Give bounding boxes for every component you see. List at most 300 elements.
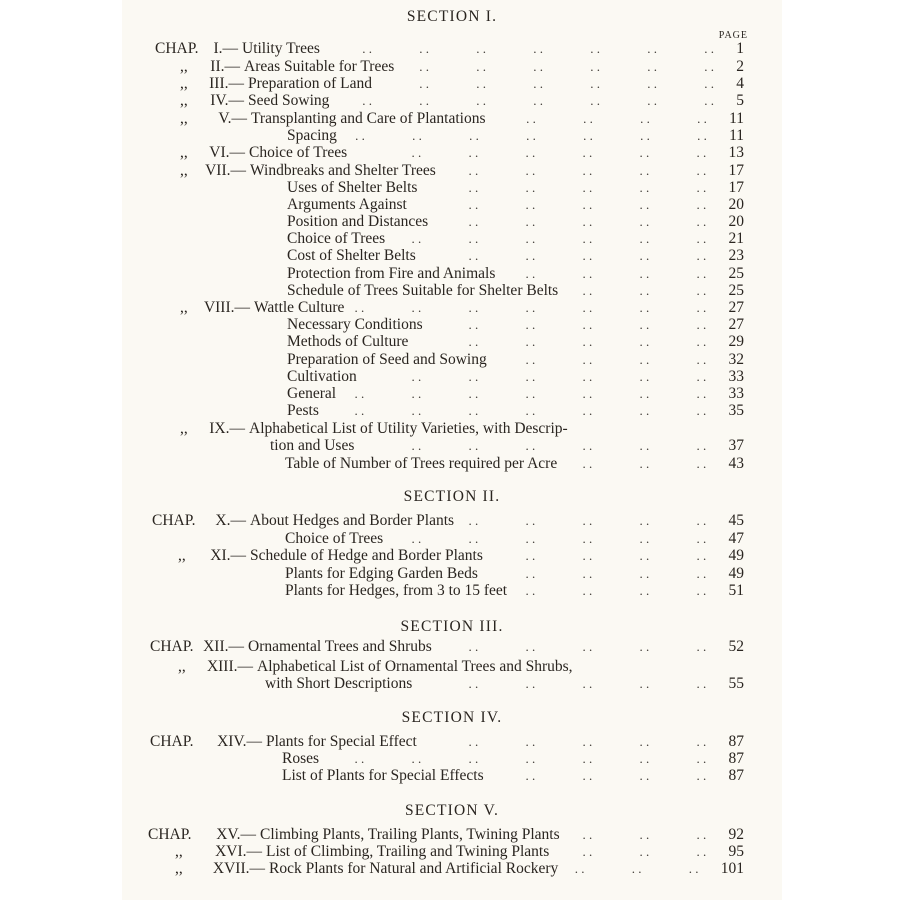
- dot-leader: . .: [582, 531, 593, 546]
- chapter-prefix: ,,: [180, 299, 188, 316]
- dot-leader: . .: [696, 163, 707, 178]
- page-number: 52: [728, 638, 744, 655]
- chapter-prefix: ,,: [175, 843, 183, 860]
- toc-entry: [122, 826, 782, 844]
- dot-leader: . .: [639, 334, 650, 349]
- section-heading: SECTION II.: [403, 488, 501, 505]
- chapter-prefix: ,,: [180, 144, 188, 161]
- dot-leader: . .: [639, 566, 650, 581]
- entry-title: Spacing: [287, 127, 337, 144]
- dot-leader: . .: [469, 128, 479, 143]
- dot-leader: . .: [639, 438, 650, 453]
- dot-leader: . .: [354, 403, 365, 418]
- dot-leader: . .: [639, 300, 650, 315]
- dash: —: [228, 75, 244, 92]
- page-number: 17: [728, 162, 744, 179]
- dot-leader: . .: [639, 352, 650, 367]
- dot-leader: . .: [354, 751, 365, 766]
- page-number: 51: [728, 582, 744, 599]
- dash: —: [229, 420, 245, 437]
- dot-leader: . .: [355, 128, 365, 143]
- dot-leader: . .: [696, 844, 707, 859]
- entry-title: Ornamental Trees and Shrubs: [248, 638, 432, 655]
- dot-leader: . .: [697, 128, 707, 143]
- chapter-prefix: ,,: [180, 75, 188, 92]
- dot-leader: . .: [582, 214, 593, 229]
- dot-leader: . .: [582, 300, 593, 315]
- chapter-prefix: ,,: [175, 860, 183, 877]
- dot-leader: . .: [583, 128, 593, 143]
- dot-leader: . .: [525, 266, 536, 281]
- dash: —: [231, 110, 247, 127]
- dot-leader: . .: [639, 369, 650, 384]
- entry-title: Cultivation: [287, 368, 357, 385]
- dot-leader: . .: [574, 861, 585, 876]
- toc-entry: [122, 58, 782, 76]
- dash: —: [228, 92, 244, 109]
- entry-title: Cost of Shelter Belts: [287, 247, 416, 264]
- dot-leader: . .: [696, 438, 707, 453]
- dot-leader: . .: [525, 231, 536, 246]
- page-number: 55: [728, 675, 744, 692]
- dot-leader: . .: [583, 111, 593, 126]
- dot-leader: . .: [582, 180, 593, 195]
- dot-leader: . .: [696, 583, 707, 598]
- dot-leader: . .: [468, 180, 479, 195]
- entry-title: About Hedges and Border Plants: [250, 512, 455, 529]
- dot-leader: . .: [411, 145, 422, 160]
- dot-leader: . .: [411, 300, 422, 315]
- toc-entry: [122, 299, 782, 317]
- entry-title: Seed Sowing: [248, 92, 330, 109]
- chapter-numeral: III.: [209, 75, 229, 92]
- dot-leader: . .: [411, 403, 422, 418]
- entry-title: Schedule of Trees Suitable for Shelter Belts: [287, 282, 559, 299]
- dot-leader: . .: [696, 214, 707, 229]
- dot-leader: . .: [696, 639, 707, 654]
- dot-leader: . .: [582, 844, 593, 859]
- dot-leader: . .: [582, 513, 593, 528]
- dot-leader: . .: [582, 583, 593, 598]
- toc-entry: [122, 144, 782, 162]
- dot-leader: . .: [696, 676, 707, 691]
- dot-leader: . .: [582, 676, 593, 691]
- dot-leader: . .: [354, 300, 365, 315]
- chapter-numeral: XV.: [216, 826, 241, 843]
- dot-leader: . .: [468, 317, 479, 332]
- entry-title: Position and Distances: [287, 213, 429, 230]
- dot-leader: . .: [582, 403, 593, 418]
- dot-leader: . .: [582, 386, 593, 401]
- toc-entry: [122, 316, 782, 334]
- entry-title-continuation: with Short Descriptions: [265, 675, 413, 692]
- dot-leader: . .: [639, 163, 650, 178]
- dot-leader: . .: [696, 734, 707, 749]
- page-number: 35: [728, 402, 744, 419]
- toc-entry: [122, 196, 782, 214]
- dot-leader: . .: [639, 639, 650, 654]
- chapter-numeral: XIV.: [217, 733, 247, 750]
- page-number: 47: [728, 530, 744, 547]
- dot-leader: . .: [696, 317, 707, 332]
- chapter-prefix: ,,: [178, 547, 186, 564]
- chapter-numeral: I.: [213, 40, 223, 57]
- dot-leader: . .: [468, 163, 479, 178]
- chapter-prefix: CHAP.: [152, 512, 196, 529]
- dot-leader: . .: [640, 111, 650, 126]
- page-number: 87: [728, 767, 744, 784]
- dot-leader: . .: [647, 59, 657, 74]
- dot-leader: . .: [647, 76, 657, 91]
- entry-title: Roses: [282, 750, 320, 767]
- dash: —: [240, 826, 256, 843]
- dot-leader: . .: [696, 548, 707, 563]
- toc-entry: [122, 565, 782, 583]
- dot-leader: . .: [696, 827, 707, 842]
- dot-leader: . .: [468, 438, 479, 453]
- dash: —: [229, 144, 245, 161]
- dot-leader: . .: [696, 751, 707, 766]
- toc-entry: [122, 75, 782, 93]
- dot-leader: . .: [582, 548, 593, 563]
- dot-leader: . .: [525, 548, 536, 563]
- dash: —: [237, 658, 253, 675]
- page-number: 11: [729, 127, 744, 144]
- entry-title: General: [287, 385, 337, 402]
- entry-title: Preparation of Seed and Sowing: [287, 351, 487, 368]
- dot-leader: . .: [525, 768, 536, 783]
- dot-leader: . .: [631, 861, 642, 876]
- dot-leader: . .: [525, 438, 536, 453]
- dot-leader: . .: [639, 214, 650, 229]
- dot-leader: . .: [704, 41, 714, 56]
- page-number: 11: [729, 110, 744, 127]
- dot-leader: . .: [533, 93, 543, 108]
- dot-leader: . .: [525, 352, 536, 367]
- dot-leader: . .: [639, 531, 650, 546]
- dot-leader: . .: [582, 456, 593, 471]
- dot-leader: . .: [590, 41, 600, 56]
- dot-leader: . .: [696, 403, 707, 418]
- entry-title: List of Plants for Special Effects: [282, 767, 484, 784]
- dot-leader: . .: [468, 300, 479, 315]
- page-number: 33: [728, 368, 744, 385]
- section-heading: SECTION I.: [406, 8, 498, 25]
- entry-title: Schedule of Hedge and Border Plants: [250, 547, 483, 564]
- dot-leader: . .: [362, 93, 372, 108]
- dot-leader: . .: [704, 93, 714, 108]
- dot-leader: . .: [525, 214, 536, 229]
- dot-leader: . .: [639, 751, 650, 766]
- dot-leader: . .: [476, 59, 486, 74]
- dot-leader: . .: [696, 283, 707, 298]
- entry-title: Necessary Conditions: [287, 316, 423, 333]
- dot-leader: . .: [419, 59, 429, 74]
- dot-leader: . .: [696, 513, 707, 528]
- dot-leader: . .: [582, 734, 593, 749]
- entry-title: Climbing Plants, Trailing Plants, Twining Plants: [260, 826, 560, 843]
- dot-leader: . .: [582, 231, 593, 246]
- dot-leader: . .: [639, 827, 650, 842]
- dot-leader: . .: [590, 76, 600, 91]
- dot-leader: . .: [639, 403, 650, 418]
- chapter-numeral: II.: [210, 58, 225, 75]
- page-number: 25: [728, 282, 744, 299]
- dot-leader: . .: [582, 566, 593, 581]
- dot-leader: . .: [639, 266, 650, 281]
- dot-leader: . .: [525, 531, 536, 546]
- dot-leader: . .: [468, 513, 479, 528]
- dot-leader: . .: [468, 386, 479, 401]
- page-number: 2: [736, 58, 744, 75]
- dot-leader: . .: [639, 583, 650, 598]
- page-number: 33: [728, 385, 744, 402]
- entry-title: Plants for Hedges, from 3 to 15 feet: [285, 582, 508, 599]
- dot-leader: . .: [525, 734, 536, 749]
- dot-leader: . .: [639, 513, 650, 528]
- dash: —: [230, 547, 246, 564]
- toc-entry: [122, 530, 782, 548]
- toc-entry: [122, 110, 782, 128]
- section-heading: SECTION IV.: [401, 709, 503, 726]
- dot-leader: . .: [696, 566, 707, 581]
- dot-leader: . .: [639, 676, 650, 691]
- page-number: 1: [736, 40, 744, 57]
- section-heading: SECTION III.: [400, 618, 504, 635]
- dot-leader: . .: [647, 41, 657, 56]
- dot-leader: . .: [362, 41, 372, 56]
- entry-title-continuation: tion and Uses: [270, 437, 355, 454]
- chapter-numeral: VI.: [209, 144, 230, 161]
- chapter-prefix: CHAP.: [150, 638, 194, 655]
- dash: —: [230, 162, 246, 179]
- page-number: 87: [728, 733, 744, 750]
- dot-leader: . .: [468, 531, 479, 546]
- entry-title: Alphabetical List of Utility Varieties, with Descrip-: [249, 420, 568, 437]
- dot-leader: . .: [419, 76, 429, 91]
- chapter-numeral: VIII.: [203, 299, 235, 316]
- toc-entry: [122, 860, 782, 878]
- chapter-prefix: ,,: [180, 92, 188, 109]
- dot-leader: . .: [525, 513, 536, 528]
- dot-leader: . .: [696, 369, 707, 384]
- dot-leader: . .: [525, 163, 536, 178]
- dot-leader: . .: [476, 76, 486, 91]
- dot-leader: . .: [468, 334, 479, 349]
- chapter-numeral: IX.: [209, 420, 230, 437]
- dash: —: [222, 40, 238, 57]
- chapter-prefix: ,,: [180, 58, 188, 75]
- dot-leader: . .: [582, 197, 593, 212]
- page-number: 45: [728, 512, 744, 529]
- dot-leader: . .: [525, 386, 536, 401]
- dot-leader: . .: [468, 145, 479, 160]
- page-number: 27: [728, 299, 744, 316]
- dot-leader: . .: [476, 93, 486, 108]
- dot-leader: . .: [419, 41, 429, 56]
- dot-leader: . .: [639, 317, 650, 332]
- entry-title: Utility Trees: [242, 40, 320, 57]
- entry-title: Choice of Trees: [287, 230, 386, 247]
- entry-title: Choice of Trees: [249, 144, 348, 161]
- section-heading: SECTION V.: [404, 802, 500, 819]
- dot-leader: . .: [688, 861, 699, 876]
- dot-leader: . .: [525, 583, 536, 598]
- toc-entry-continuation: [122, 675, 782, 693]
- dot-leader: . .: [525, 751, 536, 766]
- entry-title: Uses of Shelter Belts: [287, 179, 418, 196]
- dash: —: [224, 58, 240, 75]
- dot-leader: . .: [411, 751, 422, 766]
- entry-title: Alphabetical List of Ornamental Trees and Shrubs,: [257, 658, 573, 675]
- dot-leader: . .: [590, 93, 600, 108]
- dot-leader: . .: [525, 145, 536, 160]
- entry-title: Choice of Trees: [285, 530, 384, 547]
- dot-leader: . .: [696, 352, 707, 367]
- chapter-prefix: ,,: [180, 420, 188, 437]
- toc-entry: [122, 767, 782, 785]
- chapter-numeral: XIII.: [206, 658, 238, 675]
- dot-leader: . .: [525, 197, 536, 212]
- dot-leader: . .: [468, 248, 479, 263]
- dot-leader: . .: [696, 300, 707, 315]
- entry-title: Pests: [287, 402, 319, 419]
- dot-leader: . .: [582, 438, 593, 453]
- page-number: 23: [728, 247, 744, 264]
- page-number: 43: [728, 455, 744, 472]
- toc-entry: [122, 733, 782, 751]
- entry-title: Plants for Special Effect: [266, 733, 417, 750]
- dot-leader: . .: [639, 548, 650, 563]
- dot-leader: . .: [696, 197, 707, 212]
- toc-entry: [122, 333, 782, 351]
- entry-title: Plants for Edging Garden Beds: [285, 565, 478, 582]
- page-number: 101: [720, 860, 744, 877]
- chapter-numeral: IV.: [210, 92, 229, 109]
- dot-leader: . .: [533, 41, 543, 56]
- toc-entry: [122, 385, 782, 403]
- page-number: 25: [728, 265, 744, 282]
- chapter-prefix: CHAP.: [155, 40, 199, 57]
- dot-leader: . .: [412, 128, 422, 143]
- dot-leader: . .: [582, 369, 593, 384]
- dot-leader: . .: [582, 248, 593, 263]
- dot-leader: . .: [582, 751, 593, 766]
- dot-leader: . .: [468, 403, 479, 418]
- dot-leader: . .: [639, 768, 650, 783]
- page-number: 49: [728, 565, 744, 582]
- dot-leader: . .: [639, 231, 650, 246]
- chapter-numeral: XI.: [210, 547, 231, 564]
- page-number: 21: [728, 230, 744, 247]
- page-number: 20: [728, 196, 744, 213]
- dot-leader: . .: [696, 180, 707, 195]
- dot-leader: . .: [468, 231, 479, 246]
- dot-leader: . .: [411, 386, 422, 401]
- toc-entry: [122, 843, 782, 861]
- dot-leader: . .: [526, 111, 536, 126]
- dash: —: [246, 843, 262, 860]
- entry-title: Table of Number of Trees required per Acre: [285, 455, 558, 472]
- dot-leader: . .: [590, 59, 600, 74]
- toc-entry: [122, 247, 782, 265]
- entry-title: List of Climbing, Trailing and Twining Plants: [266, 843, 550, 860]
- toc-entry: [122, 265, 782, 283]
- entry-title: Areas Suitable for Trees: [244, 58, 395, 75]
- dot-leader: . .: [525, 180, 536, 195]
- dot-leader: . .: [468, 639, 479, 654]
- chapter-numeral: XVI.: [215, 843, 247, 860]
- chapter-numeral: XII.: [203, 638, 229, 655]
- toc-entry: [122, 179, 782, 197]
- dot-leader: . .: [468, 197, 479, 212]
- toc-entry: [122, 420, 782, 438]
- contents-page: [122, 0, 782, 900]
- dot-leader: . .: [525, 369, 536, 384]
- dot-leader: . .: [696, 386, 707, 401]
- chapter-prefix: ,,: [180, 162, 188, 179]
- dot-leader: . .: [582, 639, 593, 654]
- dot-leader: . .: [533, 76, 543, 91]
- entry-title: Wattle Culture: [254, 299, 345, 316]
- dot-leader: . .: [647, 93, 657, 108]
- dot-leader: . .: [639, 283, 650, 298]
- dot-leader: . .: [411, 531, 422, 546]
- dot-leader: . .: [525, 334, 536, 349]
- dot-leader: . .: [525, 639, 536, 654]
- dot-leader: . .: [582, 163, 593, 178]
- toc-entry: [122, 282, 782, 300]
- dot-leader: . .: [640, 128, 650, 143]
- toc-entry: [122, 750, 782, 768]
- dot-leader: . .: [525, 300, 536, 315]
- dot-leader: . .: [704, 59, 714, 74]
- dot-leader: . .: [697, 111, 707, 126]
- dot-leader: . .: [696, 248, 707, 263]
- dot-leader: . .: [582, 334, 593, 349]
- dot-leader: . .: [582, 352, 593, 367]
- entry-title: Windbreaks and Shelter Trees: [250, 162, 436, 179]
- toc-entry: [122, 402, 782, 420]
- dot-leader: . .: [639, 197, 650, 212]
- dot-leader: . .: [639, 456, 650, 471]
- chapter-prefix: CHAP.: [150, 733, 194, 750]
- dot-leader: . .: [582, 283, 593, 298]
- dot-leader: . .: [696, 768, 707, 783]
- toc-entry: [122, 582, 782, 600]
- dot-leader: . .: [525, 248, 536, 263]
- entry-title: Transplanting and Care of Plantations: [251, 110, 486, 127]
- toc-entry: [122, 230, 782, 248]
- toc-entry: [122, 512, 782, 530]
- toc-entry-continuation: [122, 437, 782, 455]
- entry-title: Arguments Against: [287, 196, 407, 213]
- dot-leader: . .: [525, 566, 536, 581]
- dot-leader: . .: [419, 93, 429, 108]
- dot-leader: . .: [468, 751, 479, 766]
- dot-leader: . .: [468, 676, 479, 691]
- dot-leader: . .: [533, 59, 543, 74]
- dot-leader: . .: [582, 317, 593, 332]
- page-column-header: PAGE: [718, 30, 748, 41]
- chapter-numeral: X.: [215, 512, 231, 529]
- dot-leader: . .: [354, 386, 365, 401]
- dot-leader: . .: [411, 369, 422, 384]
- dot-leader: . .: [639, 180, 650, 195]
- dot-leader: . .: [639, 145, 650, 160]
- dot-leader: . .: [525, 403, 536, 418]
- dot-leader: . .: [476, 41, 486, 56]
